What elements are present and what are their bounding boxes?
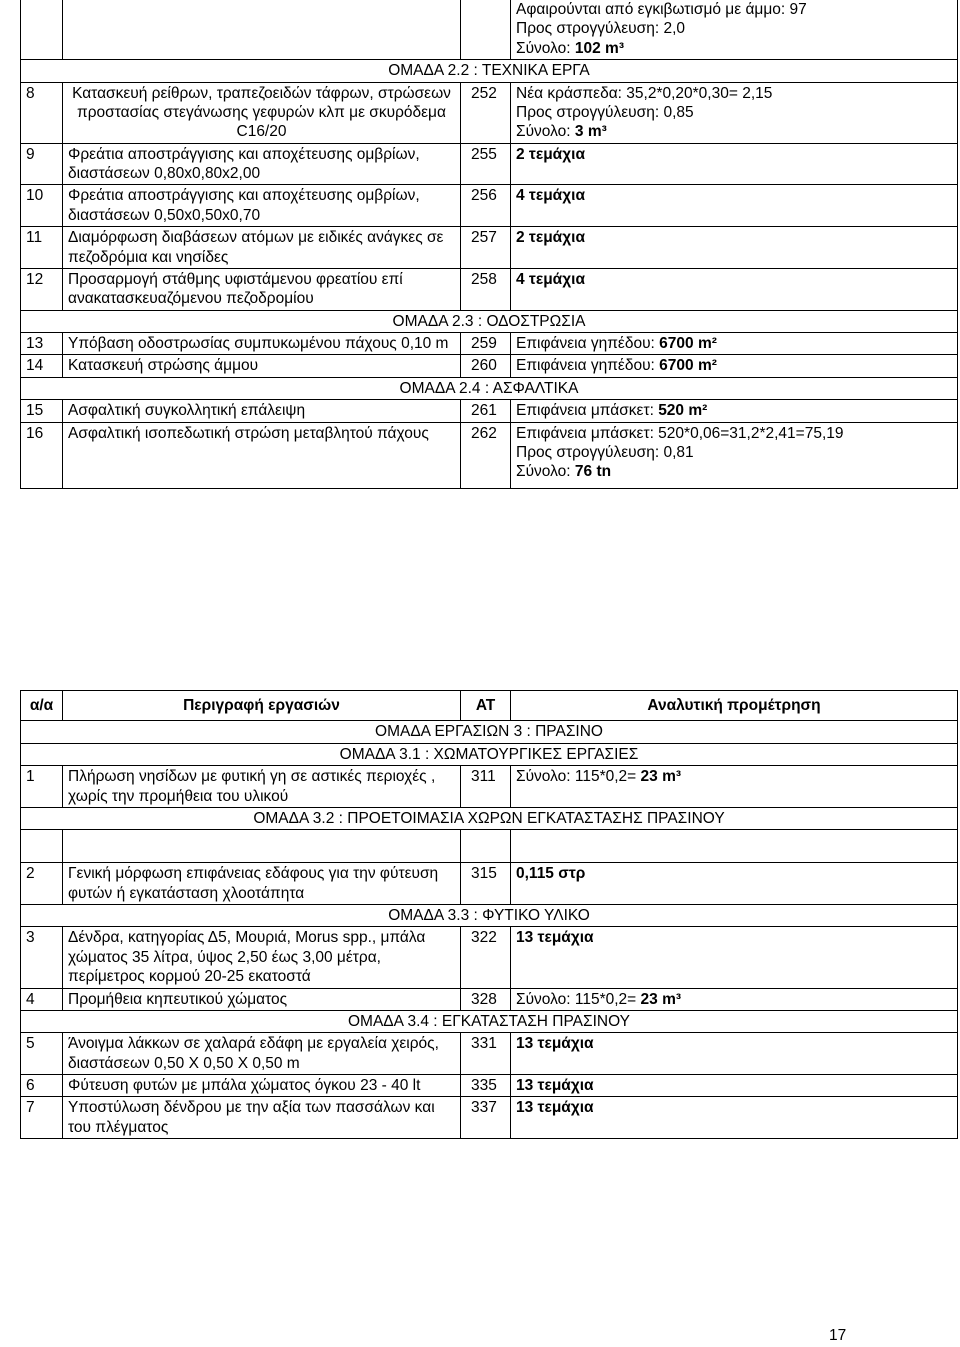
table-row: 15 Ασφαλτική συγκολλητική επάλειψη 261 Επιφάνεια μπάσκετ: 520 m² — [21, 400, 958, 422]
table-row: 9 Φρεάτια αποστράγγισης και αποχέτευσης ομβρίων, διαστάσεων 0,80x0,80x2,00 255 2 τεμάχια — [21, 143, 958, 185]
measurements-table-3 — [20, 690, 958, 1139]
table-row: 11 Διαμόρφωση διαβάσεων ατόμων με ειδικές ανάγκες σε πεζοδρόμια και νησίδες 257 2 τεμάχια — [21, 227, 958, 269]
group-header: ΟΜΑΔΑ 2.4 : ΑΣΦΑΛΤΙΚΑ — [21, 377, 958, 399]
page-number: 17 — [829, 1327, 847, 1344]
header-analysis: Αναλυτική προμέτρηση — [511, 691, 958, 721]
table-row — [21, 830, 958, 863]
table-row: 14 Κατασκευή στρώσης άμμου 260 Επιφάνεια γηπέδου: 6700 m² — [21, 355, 958, 377]
table-row: 8 Κατασκευή ρείθρων, τραπεζοειδών τάφρων, στρώσεων προστασίας στεγάνωσης γεφυρών κλπ με σκυρόδεμα C16/20 252 Νέα κράσπεδα: 35,2*0,20*0,30= 2,15 Προς στρογγύλευση: 0,85 Σύνολο: 3 m³ — [21, 82, 958, 143]
group-header: ΟΜΑΔΑ 2.2 : ΤΕΧΝΙΚΑ ΕΡΓΑ — [21, 60, 958, 82]
table-row: 12 Προσαρμογή στάθμης υφιστάμενου φρεατίου επί ανακατασκευαζόμενου πεζοδρομίου 258 4 τεμάχια — [21, 268, 958, 310]
table-row: 2 Γενική μόρφωση επιφάνειας εδάφους για την φύτευση φυτών ή εγκατάσταση χλοοτάπητα 315 0,115 στρ — [21, 863, 958, 905]
table-row: 1 Πλήρωση νησίδων με φυτική γη σε αστικές περιοχές , χωρίς την προμήθεια του υλικού 311 Σύνολο: 115*0,2= 23 m³ — [21, 766, 958, 808]
table-row: 4 Προμήθεια κηπευτικού χώματος 328 Σύνολο: 115*0,2= 23 m³ — [21, 988, 958, 1010]
measurements-table-2 — [20, 0, 958, 489]
group-header: ΟΜΑΔΑ ΕΡΓΑΣΙΩΝ 3 : ΠΡΑΣΙΝΟ — [21, 721, 958, 743]
table-row: 16 Ασφαλτική ισοπεδωτική στρώση μεταβλητού πάχους 262 Επιφάνεια μπάσκετ: 520*0,06=31,2*2,41=75,19 Προς στρογγύλευση: 0,81 Σύνολο: 76 tn — [21, 422, 958, 488]
group-header: ΟΜΑΔΑ 2.3 : ΟΔΟΣΤΡΩΣΙΑ — [21, 310, 958, 332]
header-aa: α/α — [21, 691, 63, 721]
table-row: 3 Δένδρα, κατηγορίας Δ5, Μουριά, Morus spp., μπάλα χώματος 35 λίτρα, ύψος 2,50 έως 3,00 μέτρα, περίμετρος κορμού 20-25 εκατοστά 322 13 τεμάχια — [21, 927, 958, 988]
table-row: 5 Άνοιγμα λάκκων σε χαλαρά εδάφη με εργαλεία χειρός, διαστάσεων 0,50 Χ 0,50 Χ 0,50 m 331 13 τεμάχια — [21, 1033, 958, 1075]
group-header: ΟΜΑΔΑ 3.3 : ΦΥΤΙΚΟ ΥΛΙΚΟ — [21, 905, 958, 927]
table-row — [21, 0, 958, 60]
header-at: ΑΤ — [461, 691, 511, 721]
table-row: 13 Υπόβαση οδοστρωσίας συμπυκωμένου πάχους 0,10 m 259 Επιφάνεια γηπέδου: 6700 m² — [21, 333, 958, 355]
header-description: Περιγραφή εργασιών — [63, 691, 461, 721]
group-header: ΟΜΑΔΑ 3.4 : ΕΓΚΑΤΑΣΤΑΣΗ ΠΡΑΣΙΝΟΥ — [21, 1010, 958, 1032]
table-row: 7 Υποστύλωση δένδρου με την αξία των πασσάλων και του πλέγματος 337 13 τεμάχια — [21, 1097, 958, 1139]
table-row: 10 Φρεάτια αποστράγγισης και αποχέτευσης ομβρίων, διαστάσεων 0,50x0,50x0,70 256 4 τεμάχια — [21, 185, 958, 227]
calc-cell: Αφαιρούνται από εγκιβωτισμό με άμμο: 97 Προς στρογγύλευση: 2,0 Σύνολο: 102 m³ — [511, 0, 958, 60]
group-header: ΟΜΑΔΑ 3.2 : ΠΡΟΕΤΟΙΜΑΣΙΑ ΧΩΡΩΝ ΕΓΚΑΤΑΣΤΑΣΗΣ ΠΡΑΣΙΝΟΥ — [21, 807, 958, 829]
table-header-row — [21, 691, 958, 721]
table-row: 6 Φύτευση φυτών με μπάλα χώματος όγκου 23 - 40 lt 335 13 τεμάχια — [21, 1075, 958, 1097]
group-header: ΟΜΑΔΑ 3.1 : ΧΩΜΑΤΟΥΡΓΙΚΕΣ ΕΡΓΑΣΙΕΣ — [21, 743, 958, 765]
